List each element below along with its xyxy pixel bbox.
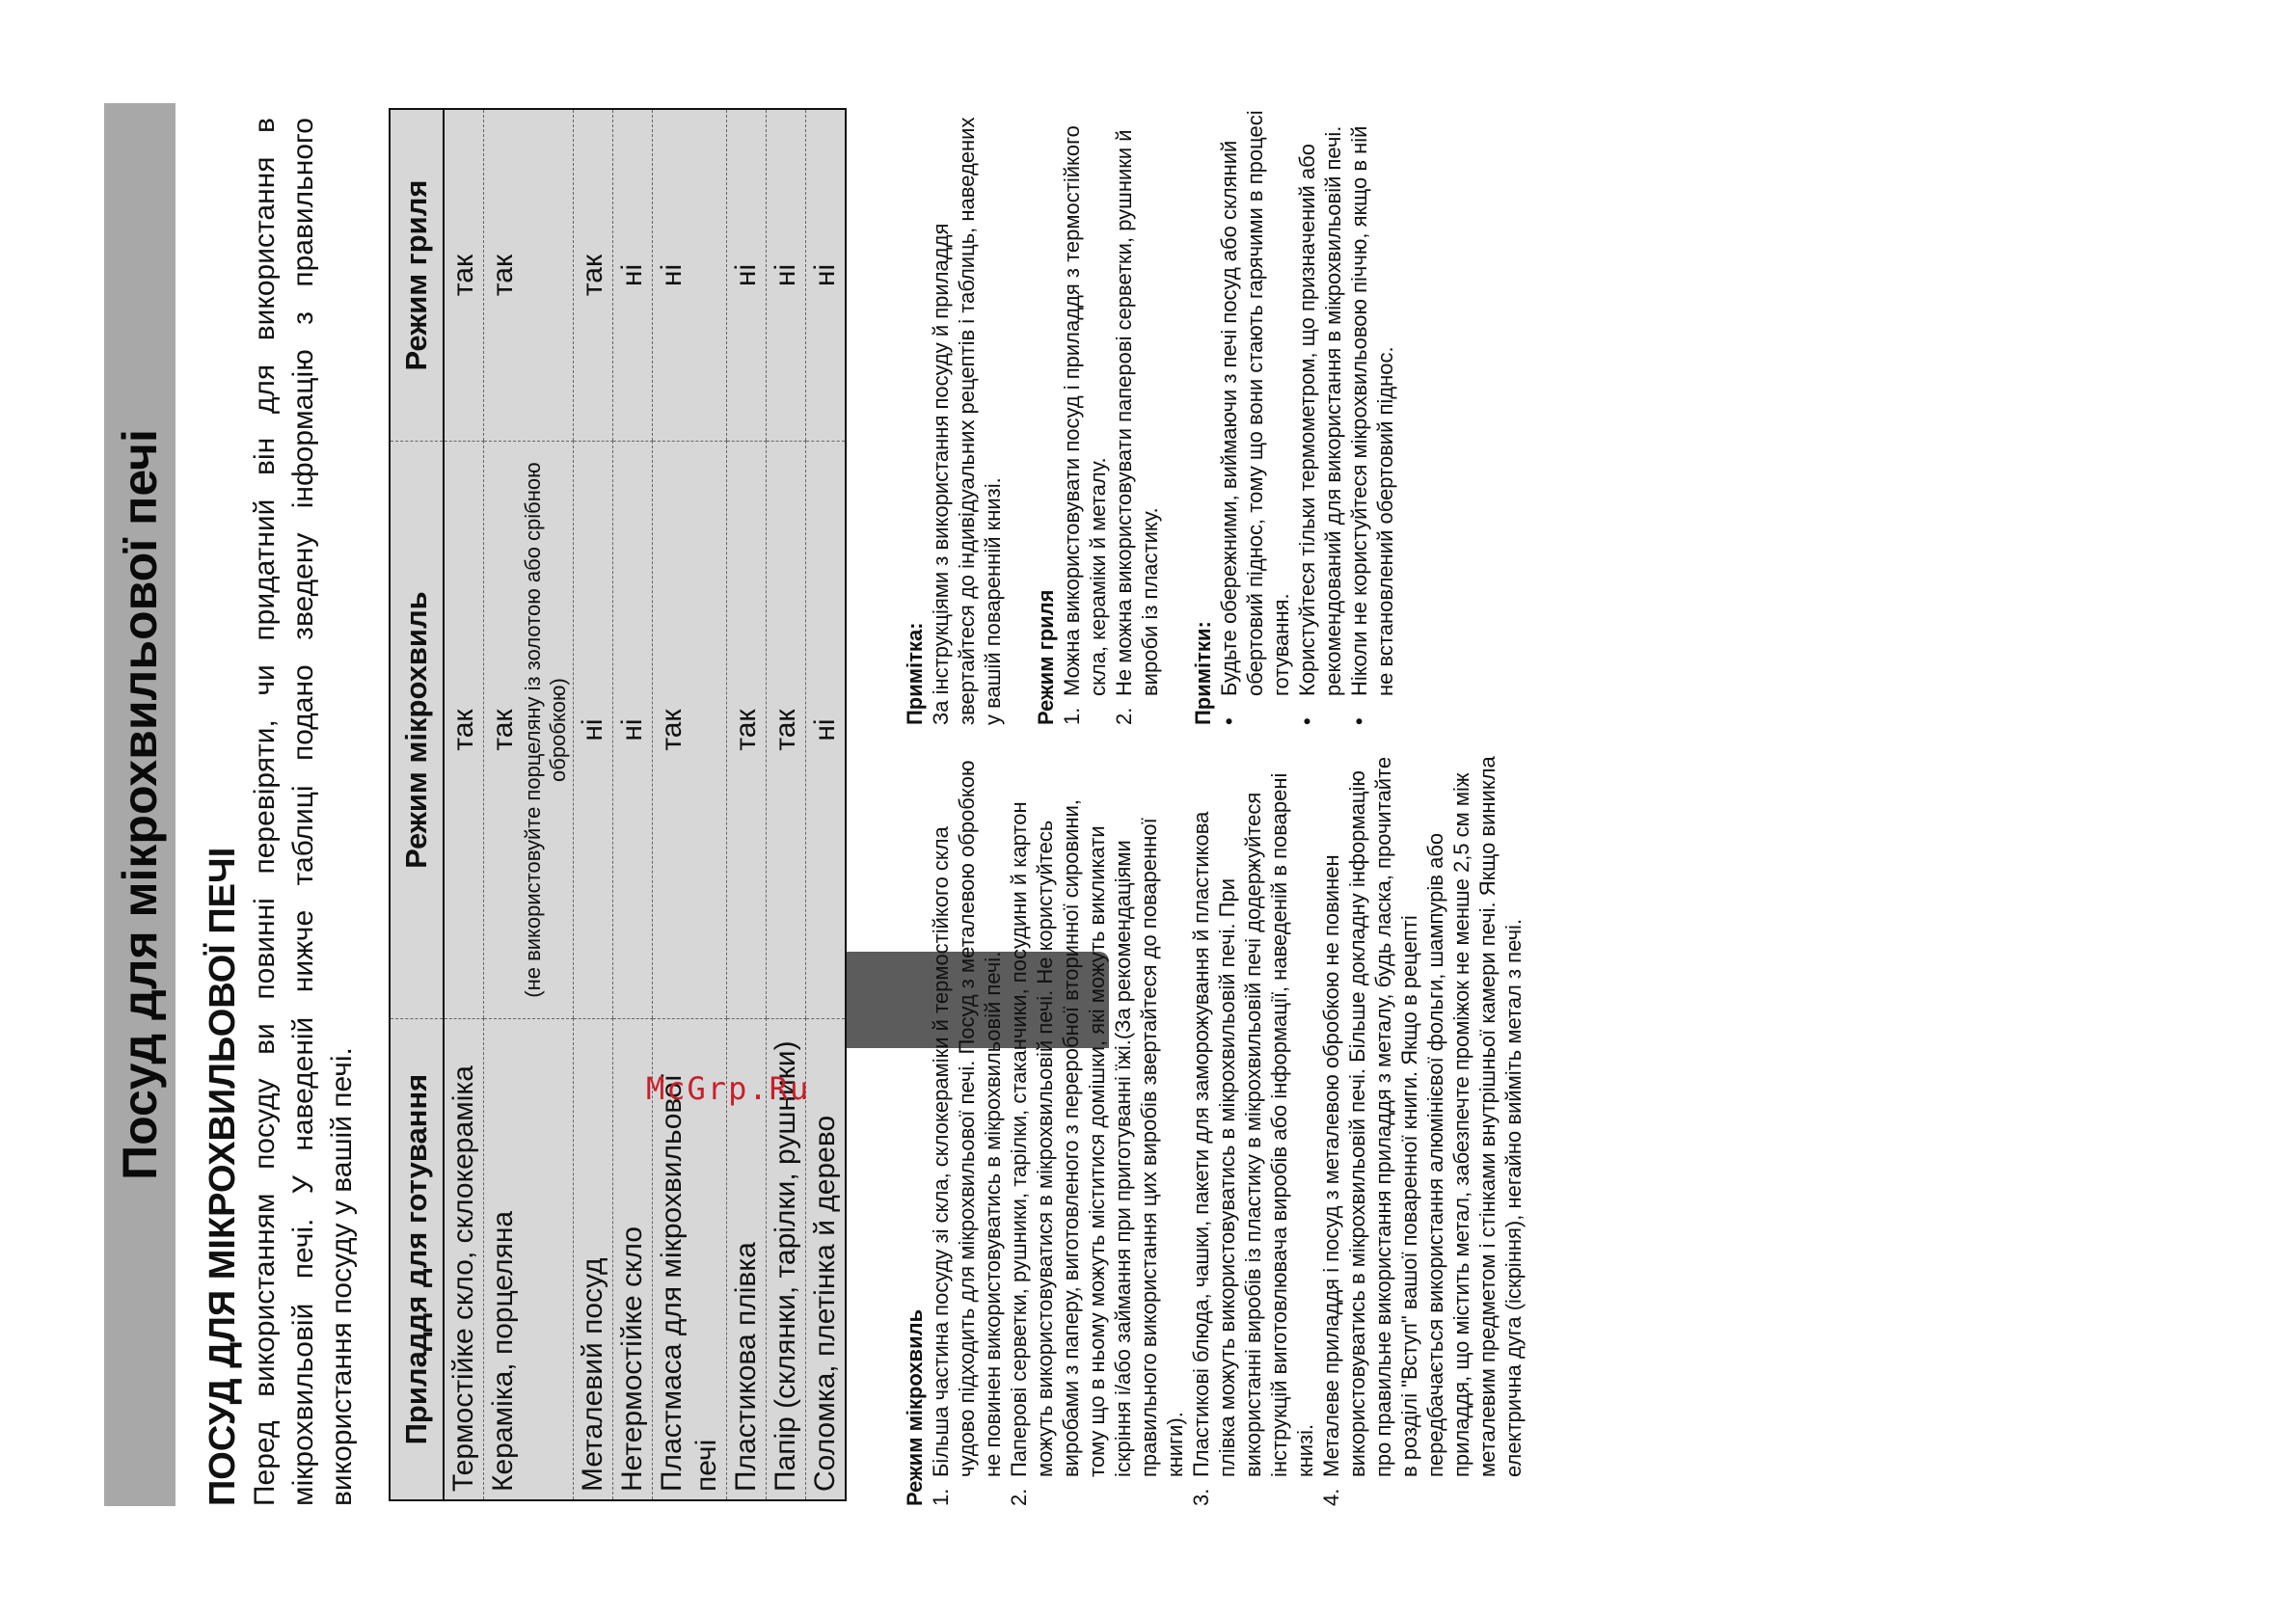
list-number: 3. xyxy=(1189,1488,1213,1506)
table-row xyxy=(727,109,767,1500)
list-item xyxy=(1059,108,1111,725)
list-text: Металеве приладдя і посуд з металевою обробкою не повинен використовуватись в мікрохвильовій печі. Більше докладну інформацію про правильне використання приладдя з металу, будь ласка, прочитайте в розділі "Вступ" вашої поваренної книги. Якщо в рецепті передбачається використання алюмінієвої фольги, шампурів або приладдя, що містить метал, забезпечте проміжок не менше 2,5 см між металевим предметом і стінками внутрішньої камери печі. Якщо виникла електрична дуга (іскріння), негайно вийміть метал з печі. xyxy=(1319,756,1526,1477)
table-row xyxy=(574,109,613,1500)
list-item xyxy=(1006,754,1188,1506)
cell-grill: ні xyxy=(767,109,806,442)
list-item xyxy=(1294,108,1346,725)
page-title: Посуд для мікрохвильової печі xyxy=(104,103,176,1506)
cell-microwave: ні xyxy=(806,442,847,1019)
intro-paragraph: Перед використанням посуду ви повинні перевіряти, чи придатний він для використання в мікрохвильовій печі. У наведеній нижче таблиці подано зведену інформацію з правильного використання посуду у вашій печі. xyxy=(249,118,358,1506)
microwave-mode-column xyxy=(902,754,1526,1506)
table-row xyxy=(613,109,653,1500)
site-watermark: McGrp.Ru xyxy=(646,1070,811,1107)
cell-microwave: так xyxy=(444,442,484,1019)
note-heading: Примітка: xyxy=(903,622,927,725)
cell-grill: ні xyxy=(613,109,653,442)
list-item xyxy=(928,754,1006,1506)
list-item xyxy=(1188,754,1318,1506)
table-row xyxy=(653,109,727,1500)
bullet-icon: • xyxy=(1217,717,1241,725)
notes-heading: Примітки: xyxy=(1191,621,1215,725)
table-row xyxy=(484,109,574,1500)
table-row xyxy=(444,109,484,1500)
cell-item: Соломка, плетінка й дерево xyxy=(806,1019,847,1500)
cell-item: Кераміка, порцеляна xyxy=(484,1019,574,1500)
cell-microwave: так xyxy=(727,442,767,1019)
cell-grill: ні xyxy=(727,109,767,442)
table-header-row xyxy=(390,109,444,1500)
cell-grill: так xyxy=(444,109,484,442)
cell-item: Пластмаса для мікрохвильової печі xyxy=(653,1019,727,1500)
cell-microwave: так xyxy=(767,442,806,1019)
cell-grill: так xyxy=(574,109,613,442)
right-column xyxy=(902,108,1398,725)
list-text: Можна використовувати посуд і приладдя з термостійкого скла, кераміки й металу. xyxy=(1060,125,1110,696)
list-number: 1. xyxy=(929,1488,953,1506)
list-number: 2. xyxy=(1007,1488,1031,1506)
bullet-icon: • xyxy=(1347,717,1371,725)
list-text: Не можна використовувати паперові серветки, рушники й вироби із пластику. xyxy=(1112,129,1162,696)
list-text: Користуйтеся тільки термометром, що призначений або рекомендований для використання в мікрохвильовій печі. xyxy=(1295,125,1345,696)
grill-mode-list xyxy=(1059,108,1163,725)
cell-item: Металевий посуд xyxy=(574,1019,613,1500)
cookware-table xyxy=(389,108,847,1501)
cell-microwave-note: (не використовуйте порцеляну із золотою або срібною обробкою) xyxy=(521,462,570,998)
table-row xyxy=(806,109,847,1500)
header-microwave-mode: Режим мікрохвиль xyxy=(390,442,444,1019)
cell-grill: так xyxy=(484,109,574,442)
cell-microwave: так xyxy=(653,442,727,1019)
notes-list xyxy=(1216,108,1398,725)
cell-grill: ні xyxy=(653,109,727,442)
list-text: Пластикові блюда, чашки, пакети для заморожування й пластикова плівка можуть використовуватись в мікрохвильовій печі. При використанні виробів із пластику в мікрохвильовій печі додержуйтеся інструкцій виготовлювача виробів або інформації, наведеній в поварені книзі. xyxy=(1189,772,1317,1477)
list-number: 1. xyxy=(1060,707,1084,725)
list-text: Більша частина посуду зі скла, склокераміки й термостійкого скла чудово підходить для мікрохвильової печі. Посуд з металевою обробкою не повинен використовуватись в мікрохвильовій печі. xyxy=(929,760,1005,1477)
microwave-mode-heading: Режим мікрохвиль xyxy=(903,1308,927,1506)
table-row xyxy=(767,109,806,1500)
header-grill-mode: Режим гриля xyxy=(390,109,444,442)
cell-item: Термостійке скло, склокераміка xyxy=(444,1019,484,1500)
cell-item: Пластикова плівка xyxy=(727,1019,767,1500)
cell-microwave: ні xyxy=(613,442,653,1019)
cell-item: Нетермостійке скло xyxy=(613,1019,653,1500)
list-item xyxy=(1216,108,1294,725)
list-text: Ніколи не користуйтеся мікрохвильовою піччю, якщо в ній не встановлений обертовий піднос. xyxy=(1347,125,1397,696)
section-heading: ПОСУД ДЛЯ МІКРОХВИЛЬОВОЇ ПЕЧІ xyxy=(203,847,243,1506)
cell-microwave: ні xyxy=(574,442,613,1019)
list-item xyxy=(1346,108,1398,725)
header-cookware: Приладдя для готування xyxy=(390,1019,444,1500)
list-text: Паперові серветки, рушники, тарілки, стаканчики, посудини й картон можуть використовуватися в мікрохвильовій печі. Не користуйтесь виробами з паперу, виготовленого з переробної вторинної сировини, тому що в ньому можуть міститися домішки, які можуть викликати іскріння і/або займання при приготуванні їжі.(За рекомендаціями правильного використання цих виробів звертайтеся до поваренної книги). xyxy=(1007,798,1187,1477)
list-item xyxy=(1318,754,1526,1506)
cell-grill: ні xyxy=(806,109,847,442)
list-number: 4. xyxy=(1319,1488,1343,1506)
cell-microwave-value: так xyxy=(487,709,519,751)
bullet-icon: • xyxy=(1295,717,1319,725)
cell-item: Папір (склянки, тарілки, рушники) xyxy=(767,1019,806,1500)
list-number: 2. xyxy=(1112,707,1136,725)
grill-mode-heading: Режим гриля xyxy=(1034,589,1058,725)
note-text: За інструкціями з використання посуду й приладдя звертайтеся до індивідуальних рецептів і таблиць, наведених у вашій поваренній книзі. xyxy=(929,117,1005,725)
cell-microwave xyxy=(484,442,574,1019)
microwave-mode-list xyxy=(928,754,1526,1506)
list-item xyxy=(1111,108,1163,725)
list-text: Будьте обережними, виймаючи з печі посуд або скляний обертовий піднос, тому що вони стають гарячими в процесі готування. xyxy=(1217,110,1293,696)
